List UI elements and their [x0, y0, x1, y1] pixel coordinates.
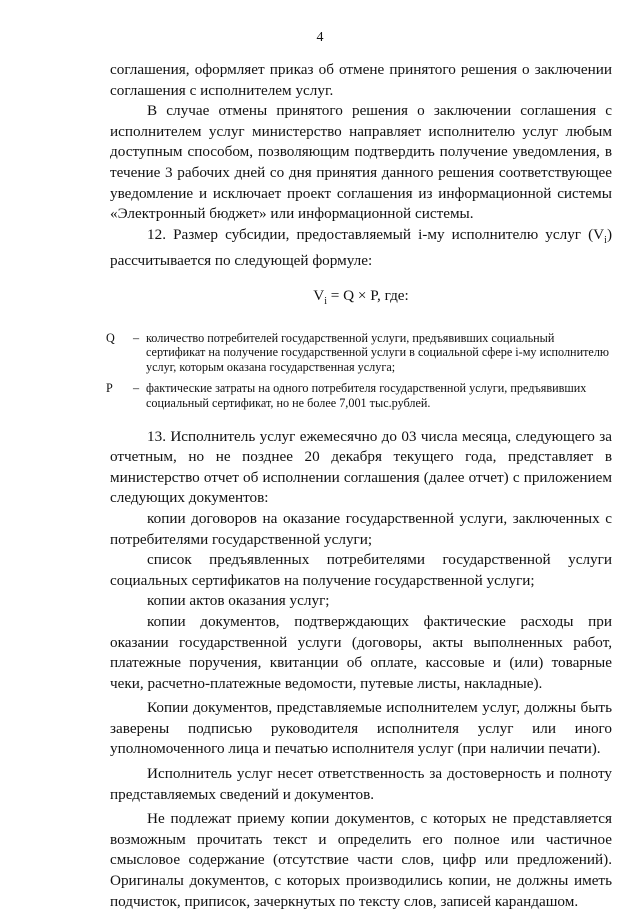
paragraph-responsibility: Исполнитель услуг несет ответственность за достоверность и полноту представляемых сведений и документов. — [110, 765, 612, 803]
doc-list-item-contracts: копии договоров на оказание государственной услуги, заключенных с потребителями государственной услуги; — [110, 509, 612, 548]
definition-symbol: Q — [106, 330, 115, 345]
paragraph-rejection-rules: Не подлежат приему копии документов, с которых не представляется возможным прочитать текст и определить его полное или частичное смысловое содержание (отсутствие части слов, цифр или предложений). Оригиналы документов, с которых производились копии, не должны иметь подчисток, приписок, зачеркнутых по тексту слов, записей карандашом. — [110, 810, 612, 910]
page-number: 4 — [316, 30, 324, 45]
definition-p — [106, 380, 612, 411]
paragraph-cancellation-notice: В случае отмены принятого решения о заключении соглашения с исполнителем услуг министерство направляет исполнителю услуг любым доступным способом, позволяющим подтвердить получение уведомления, в течение 3 рабочих дней со дня принятия данного решения соответствующее уведомление и исключает проект соглашения из информационной системы «Электронный бюджет» или информационной системы. — [110, 102, 612, 223]
definition-symbol: P — [106, 380, 113, 395]
p12-text-before: 12. Размер субсидии, предоставляемый i-му исполнителю услуг (V — [147, 225, 605, 243]
definition-text: фактические затраты на одного потребителя государственной услуги, предъявивших социальный сертификат, но не более 7,001 тыс.рублей. — [146, 380, 587, 410]
doc-list-item-acts: копии актов оказания услуг; — [147, 592, 330, 610]
subsidy-formula — [110, 286, 612, 313]
definition-text: количество потребителей государственной услуги, предъявивших социальный сертификат на получение государственной услуги в социальной сфере i-му исполнителю услуг, которым оказана государственная услуга; — [146, 330, 610, 375]
formula-subscript: i — [324, 296, 327, 307]
definition-dash: – — [132, 330, 140, 345]
definition-q — [106, 330, 612, 375]
paragraph-12-subsidy-size — [110, 225, 612, 272]
paragraph-continuation: соглашения, оформляет приказ об отмене принятого решения о заключении соглашения с исполнителем услуг. — [110, 61, 612, 99]
p12-subscript: i — [604, 234, 607, 246]
definition-dash: – — [132, 380, 140, 395]
formula-rest: = Q × P, где: — [326, 286, 409, 304]
paragraph-copies-certification: Копии документов, представляемые исполнителем услуг, должны быть заверены подписью руководителя исполнителя услуг или иного уполномоченного лица и печатью исполнителя услуг (при наличии печати). — [110, 699, 612, 758]
doc-list-item-certificates: список предъявленных потребителями государственной услуги социальных сертификатов на получение государственной услуги; — [110, 551, 612, 589]
paragraph-13-report: 13. Исполнитель услуг ежемесячно до 03 числа месяца, следующего за отчетным, но не позднее 20 декабря текущего года, представляет в министерство отчет об исполнении соглашения (далее отчет) с приложением следующих документов: — [110, 427, 612, 507]
doc-list-item-expenses: копии документов, подтверждающих фактические расходы при оказании государственной услуги (договоры, акты выполненных работ, платежные поручения, квитанции об оплате, кассовые и (или) товарные чеки, расчетно-платежные ведомости, путевые листы, накладные). — [110, 612, 612, 692]
document-body — [106, 60, 612, 912]
p12-text-after: ) рассчитывается по следующей формуле: — [110, 225, 612, 270]
formula-definitions — [106, 330, 612, 411]
formula-v: V — [313, 286, 325, 304]
